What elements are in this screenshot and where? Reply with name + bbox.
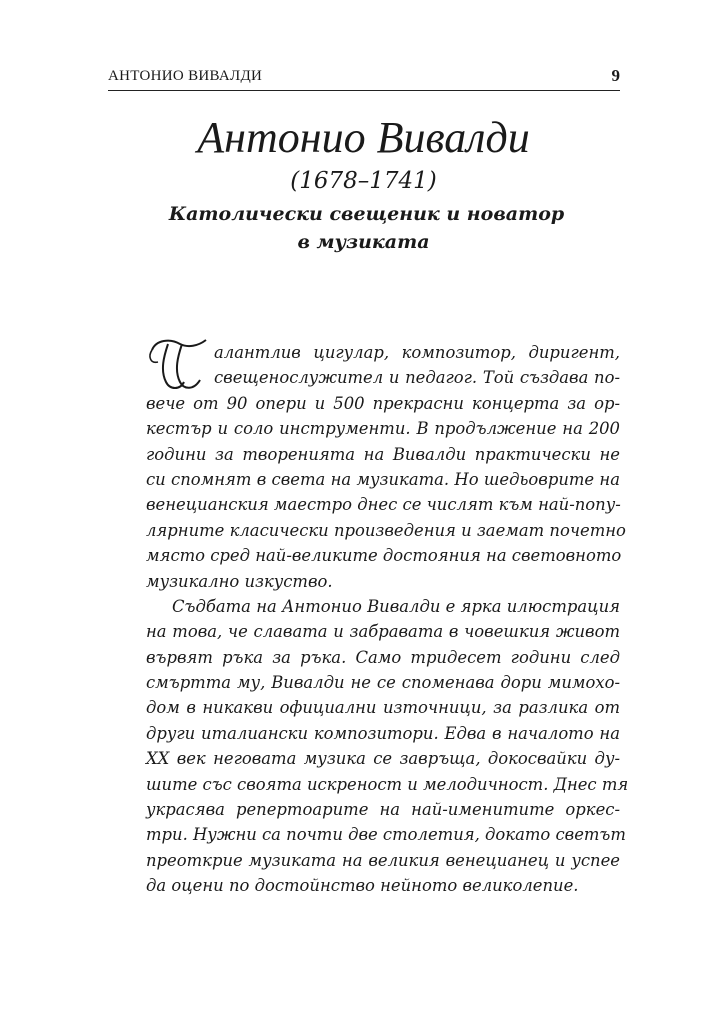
text-line: си спомнят в света на музиката. Но шедьоврите на bbox=[146, 469, 620, 489]
chapter-years: (1678–1741) bbox=[290, 168, 437, 194]
text-line: украсява репертоарите на най-именитите оркес- bbox=[146, 800, 620, 820]
text-line: години за творенията на Вивалди практически не bbox=[146, 444, 620, 464]
drop-cap-ornament bbox=[146, 336, 210, 392]
text-line: алантлив цигулар, композитор, диригент, bbox=[214, 343, 620, 362]
body-text bbox=[146, 340, 629, 899]
chapter-heading bbox=[0, 112, 707, 198]
text-line: смъртта му, Вивалди не се споменава дори мимохо- bbox=[146, 673, 620, 693]
text-line: място сред най-великите достояния на световното bbox=[146, 546, 622, 566]
text-line: Съдбата на Антонио Вивалди е ярка илюстрация bbox=[172, 596, 620, 616]
text-line: три. Нужни са почти две столетия, докато светът bbox=[146, 825, 626, 845]
chapter-subtitle-line-1: Католически свещеник и новатор bbox=[168, 203, 565, 225]
running-head bbox=[108, 66, 620, 91]
text-line: преоткрие музиката на великия венецианец и успее bbox=[146, 850, 620, 870]
text-line: музикално изкуство. bbox=[146, 571, 333, 591]
chapter-subtitle bbox=[0, 200, 707, 256]
running-head-title: АНТОНИО ВИВАЛДИ bbox=[108, 68, 263, 84]
text-line: да оцени по достойнство нейното великолепие. bbox=[146, 876, 579, 896]
text-line: венецианския маестро днес се числят към най-попу- bbox=[146, 495, 621, 515]
text-line: други италиански композитори. Едва в началото на bbox=[146, 723, 620, 743]
text-line: шите със своята искреност и мелодичност. Днес тя bbox=[146, 774, 629, 794]
text-line: на това, че славата и забравата в човешкия живот bbox=[146, 622, 620, 642]
text-line: вървят ръка за ръка. Само тридесет години след bbox=[146, 647, 620, 667]
text-line: свещенослужител и педагог. Той създава по- bbox=[214, 368, 620, 388]
paragraph-1 bbox=[146, 340, 626, 594]
paragraph-2 bbox=[146, 594, 629, 899]
chapter-subtitle-line-2: в музиката bbox=[297, 231, 430, 253]
page-number: 9 bbox=[611, 66, 620, 85]
text-line: вече от 90 опери и 500 прекрасни концерта за ор- bbox=[146, 393, 620, 413]
chapter-title: Антонио Вивалди bbox=[197, 113, 530, 162]
text-line: лярните класически произведения и заемат почетно bbox=[146, 520, 626, 540]
text-line: XX век неговата музика се завръща, докосвайки ду- bbox=[146, 749, 620, 769]
text-line: дом в никакви официални източници, за разлика от bbox=[146, 698, 620, 718]
text-line: кестър и соло инструменти. В продължение на 200 bbox=[146, 419, 620, 439]
